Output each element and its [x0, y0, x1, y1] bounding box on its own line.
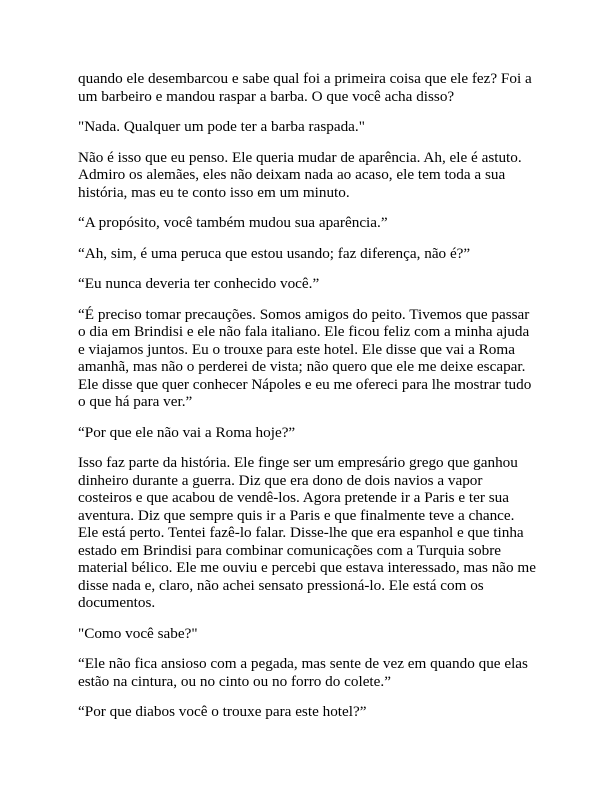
- paragraph: “Eu nunca deveria ter conhecido você.”: [78, 275, 320, 292]
- paragraph: "Como você sabe?": [78, 624, 198, 642]
- paragraph: “Por que diabos você o trouxe para este hotel?”: [78, 703, 367, 720]
- paragraph: “Ele não fica ansioso com a pegada, mas sente de vez em quando que elas estão na cintura, ou no cinto ou no forro do colete.”: [78, 655, 528, 690]
- paragraph: “Ah, sim, é uma peruca que estou usando; faz diferença, não é?”: [78, 244, 471, 262]
- paragraph: “A propósito, você também mudou sua aparência.”: [78, 214, 388, 231]
- paragraph: “Por que ele não vai a Roma hoje?”: [78, 423, 296, 441]
- paragraph: Isso faz parte da história. Ele finge ser um empresário grego que ganhou dinheiro durante a guerra. Diz que era dono de dois navios a vapor costeiros e que acabou de vendê-los. Agora pretende ir a Paris e ter sua aventura. Diz que sempre quis ir a Paris e que finalmente teve a chance. Ele está perto. Tentei fazê-lo falar. Disse-lhe que era espanhol e que tinha estado em Brindisi para combinar comunicações com a Turquia sobre material bélico. Ele me ouviu e percebi que estava interessado, mas não me disse nada e, claro, não achei sensato pressioná-lo. Ele está com os documentos.: [78, 454, 536, 611]
- document-page: [78, 70, 538, 734]
- paragraph: Não é isso que eu penso. Ele queria mudar de aparência. Ah, ele é astuto. Admiro os alemães, eles não deixam nada ao acaso, ele tem toda a sua história, mas eu te conto isso em um minuto.: [78, 148, 522, 201]
- paragraph: “É preciso tomar precauções. Somos amigos do peito. Tivemos que passar o dia em Brindisi e ele não fala italiano. Ele ficou feliz com a minha ajuda e viajamos juntos. Eu o trouxe para este hotel. Ele disse que vai a Roma amanhã, mas não o perderei de vista; não quero que ele me deixe escapar. Ele disse que quer conhecer Nápoles e eu me ofereci para lhe mostrar tudo o que há para ver.”: [78, 305, 532, 410]
- paragraph: quando ele desembarcou e sabe qual foi a primeira coisa que ele fez? Foi a um barbeiro e mandou raspar a barba. O que você acha disso?: [78, 70, 532, 105]
- paragraph: "Nada. Qualquer um pode ter a barba raspada.": [78, 118, 365, 135]
